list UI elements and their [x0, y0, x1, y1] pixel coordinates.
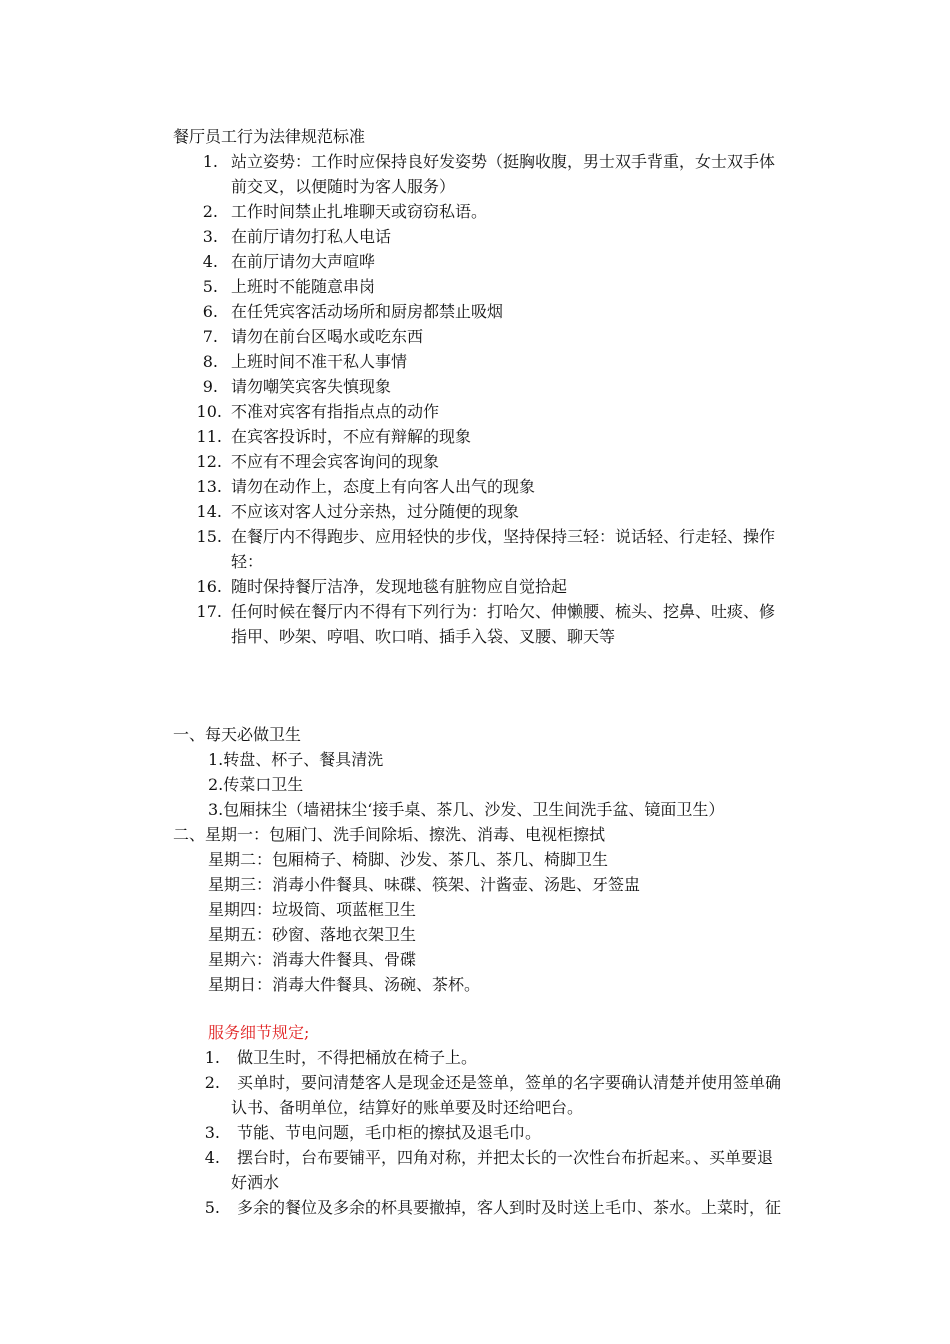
list-item-text: 任何时候在餐厅内不得有下列行为：打哈欠、伸懒腰、梳头、挖鼻、吐痰、修: [231, 602, 776, 621]
list-item-number: 11.: [196, 427, 222, 446]
list-item-text: 在前厅请勿打私人电话: [231, 227, 392, 246]
list-item-text: 请勿在前台区喝水或吃东西: [231, 327, 424, 346]
list-item-number: 13.: [196, 477, 222, 496]
list-item-number: 7.: [202, 327, 218, 346]
list-item-text: 节能、节电问题，毛巾柜的擦拭及退毛巾。: [237, 1123, 542, 1142]
list-item-text: 摆台时，台布要铺平，四角对称，并把太长的一次性台布折起来。、买单要退: [237, 1148, 774, 1167]
list-item-text: 站立姿势：工作时应保持良好发姿势（挺胸收腹，男士双手背重，女士双手体: [231, 152, 776, 171]
list-item-number: 3.: [204, 1123, 220, 1142]
list-item-number: 15.: [196, 527, 222, 546]
weekly-item: 星期日：消毒大件餐具、汤碗、茶杯。: [208, 975, 481, 994]
list-item-number: 5.: [204, 1198, 220, 1217]
list-item-text: 在任凭宾客活动场所和厨房都禁止吸烟: [231, 302, 504, 321]
list-item-text: 多余的餐位及多余的杯具要撤掉，客人到时及时送上毛巾、茶水。上菜时，征: [237, 1198, 782, 1217]
list-item-text: 不准对宾客有指指点点的动作: [231, 402, 440, 421]
list-item-number: 17.: [196, 602, 222, 621]
list-item-number: 12.: [196, 452, 222, 471]
list-item-text: 请勿在动作上，态度上有向客人出气的现象: [231, 477, 536, 496]
service-heading: 服务细节规定;: [208, 1023, 310, 1042]
list-item-text: 随时保持餐厅洁净，发现地毯有脏物应自觉拾起: [231, 577, 568, 596]
list-item-text: 请勿嘲笑宾客失慎现象: [231, 377, 392, 396]
list-item-number: 5.: [202, 277, 218, 296]
list-item-text: 买单时，要问清楚客人是现金还是签单，签单的名字要确认清楚并使用签单确: [237, 1073, 782, 1092]
list-item-text: 做卫生时，不得把桶放在椅子上。: [237, 1048, 478, 1067]
weekly-item: 星期五：砂窗、落地衣架卫生: [208, 925, 417, 944]
list-item-text: 不应有不理会宾客询问的现象: [231, 452, 440, 471]
weekly-item: 星期六：消毒大件餐具、骨碟: [208, 950, 417, 969]
weekly-hygiene-title: 二、星期一：包厢门、洗手间除垢、擦洗、消毒、电视柜擦拭: [173, 825, 606, 844]
list-item-continuation: 指甲、吵架、哼唱、吹口哨、插手入袋、叉腰、聊天等: [231, 627, 616, 646]
weekly-item: 星期三：消毒小件餐具、味碟、筷架、汁酱壶、汤匙、牙签盅: [208, 875, 641, 894]
weekly-item: 星期二：包厢椅子、椅脚、沙发、茶几、茶几、椅脚卫生: [208, 850, 609, 869]
document-title: 餐厅员工行为法律规范标准: [173, 127, 366, 146]
list-item-number: 2.: [204, 1073, 220, 1092]
daily-item: 3.包厢抹尘（墙裙抹尘‘接手桌、茶几、沙发、卫生间洗手盆、镜面卫生）: [208, 800, 725, 819]
list-item-text: 上班时不能随意串岗: [231, 277, 376, 296]
list-item-number: 3.: [202, 227, 218, 246]
list-item-number: 4.: [204, 1148, 220, 1167]
list-item-continuation: 认书、备明单位，结算好的账单要及时还给吧台。: [231, 1098, 584, 1117]
list-item-text: 在餐厅内不得跑步、应用轻快的步伐，坚持保持三轻：说话轻、行走轻、操作: [231, 527, 776, 546]
list-item-text: 上班时间不准干私人事情: [231, 352, 408, 371]
list-item-continuation: 前交叉，以便随时为客人服务）: [231, 177, 456, 196]
list-item-text: 不应该对客人过分亲热，过分随便的现象: [231, 502, 520, 521]
list-item-continuation: 轻：: [231, 552, 264, 571]
list-item-continuation: 好洒水: [231, 1173, 280, 1192]
daily-item: 1.转盘、杯子、餐具清洗: [208, 750, 384, 769]
list-item-number: 16.: [196, 577, 222, 596]
list-item-number: 1.: [202, 152, 218, 171]
list-item-number: 14.: [196, 502, 222, 521]
list-item-number: 8.: [202, 352, 218, 371]
list-item-text: 工作时间禁止扎堆聊天或窃窃私语。: [231, 202, 488, 221]
weekly-item: 星期四：垃圾筒、项蓝框卫生: [208, 900, 417, 919]
list-item-number: 9.: [202, 377, 218, 396]
list-item-number: 6.: [202, 302, 218, 321]
list-item-number: 4.: [202, 252, 218, 271]
list-item-text: 在前厅请勿大声喧哗: [231, 252, 376, 271]
list-item-number: 1.: [204, 1048, 220, 1067]
list-item-number: 2.: [202, 202, 218, 221]
list-item-number: 10.: [196, 402, 222, 421]
daily-hygiene-title: 一、每天必做卫生: [173, 725, 302, 744]
list-item-text: 在宾客投诉时，不应有辩解的现象: [231, 427, 472, 446]
daily-item: 2.传菜口卫生: [208, 775, 304, 794]
